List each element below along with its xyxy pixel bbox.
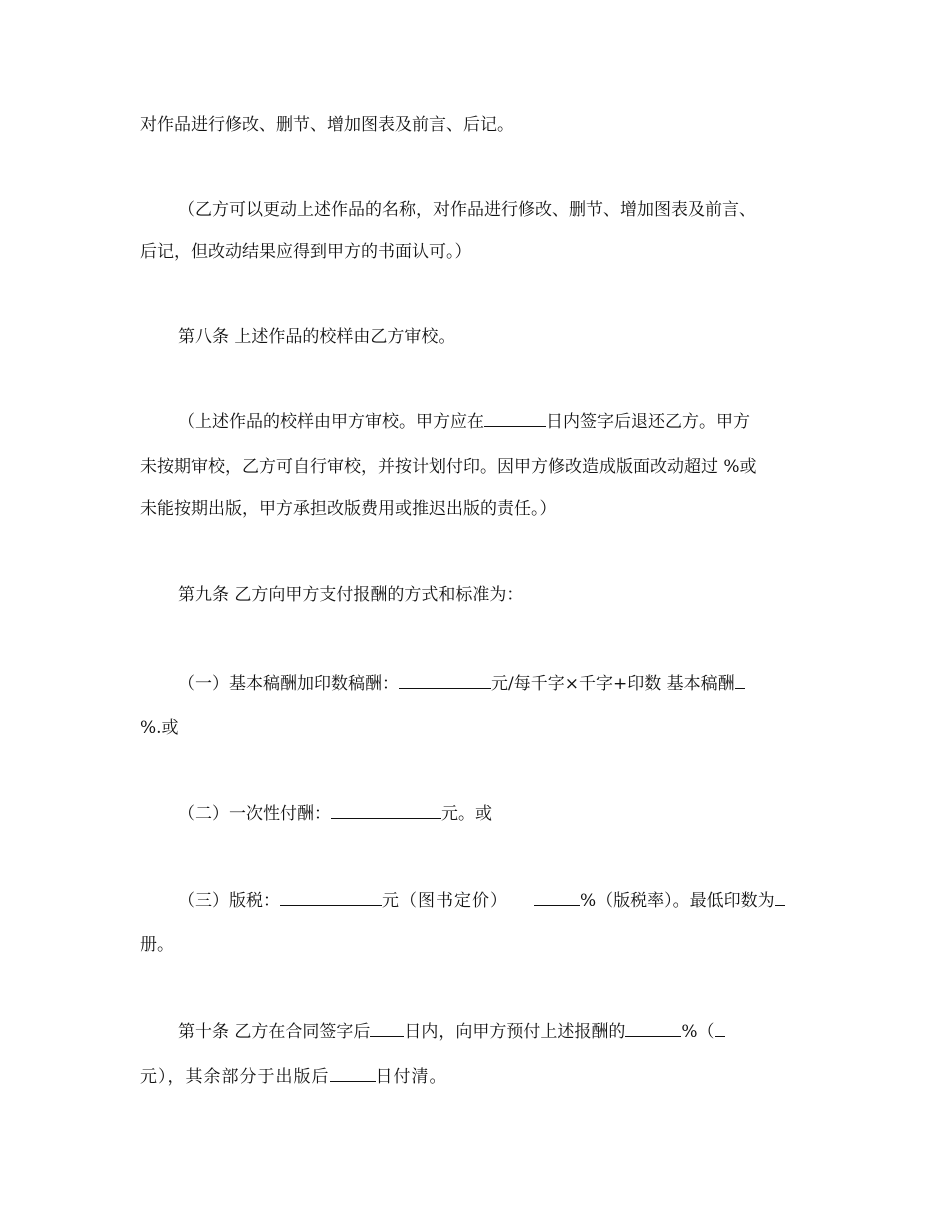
paragraph-line xyxy=(178,199,858,221)
fill-in-blank xyxy=(370,1021,404,1037)
text-run: 日内，向甲方预付上述报酬的 xyxy=(404,1022,626,1042)
text-run: （乙方可以更动上述作品的名称，对作品进行修改、删节、增加图表及前言、 xyxy=(178,200,756,220)
text-run: 未能按期出版，甲方承担改版费用或推迟出版的责任。） xyxy=(140,499,557,519)
fill-in-blank xyxy=(735,673,745,689)
text-run: 未按期审校，乙方可自行审校，并按计划付印。因甲方修改造成版面改动超过 %或 xyxy=(140,457,757,477)
text-run: 元/每千字×千字+印数 基本稿酬 xyxy=(491,674,735,694)
text-run: 第九条 乙方向甲方支付报酬的方式和标准为： xyxy=(178,585,524,605)
text-run: %.或 xyxy=(140,718,179,738)
paragraph-line xyxy=(140,114,820,136)
text-run: %（版税率）。最低印数为 xyxy=(580,891,775,911)
text-run: 元（图书定价） xyxy=(382,891,508,911)
text-run: 日付清。 xyxy=(375,1067,448,1087)
article-8-heading xyxy=(178,326,858,348)
fill-in-blank xyxy=(280,890,382,906)
fill-in-blank xyxy=(330,1066,376,1082)
paragraph-line xyxy=(178,673,858,695)
paragraph-line xyxy=(140,717,820,739)
paragraph-line xyxy=(140,241,820,263)
text-run: 第八条 上述作品的校样由乙方审校。 xyxy=(178,327,456,347)
text-run: 日内签字后退还乙方。甲方 xyxy=(546,412,750,432)
text-run: 对作品进行修改、删节、增加图表及前言、后记。 xyxy=(140,115,514,135)
fill-in-blank xyxy=(775,890,785,906)
text-run: 元），其余部分于出版后 xyxy=(140,1067,330,1087)
fill-in-blank xyxy=(484,411,546,427)
text-run: 元。或 xyxy=(441,804,492,824)
fill-in-blank xyxy=(534,890,580,906)
text-run: （三）版税： xyxy=(178,891,280,911)
text-run: 第十条 乙方在合同签字后 xyxy=(178,1022,371,1042)
text-run: （上述作品的校样由甲方审校。甲方应在 xyxy=(178,412,484,432)
article-9-heading xyxy=(178,584,858,606)
text-run: （二）一次性付酬： xyxy=(178,804,331,824)
fill-in-blank xyxy=(715,1021,725,1037)
fill-in-blank xyxy=(399,673,491,689)
text-run: 后记，但改动结果应得到甲方的书面认可。） xyxy=(140,242,472,262)
paragraph-line xyxy=(178,411,858,433)
text-run: %（ xyxy=(681,1022,715,1042)
fill-in-blank xyxy=(625,1021,681,1037)
paragraph-line xyxy=(178,890,858,912)
paragraph-line xyxy=(140,456,820,478)
article-10-heading xyxy=(178,1021,858,1043)
text-run: 册。 xyxy=(140,935,174,955)
paragraph-line xyxy=(178,803,858,825)
text-run: （一）基本稿酬加印数稿酬： xyxy=(178,674,399,694)
paragraph-line xyxy=(140,498,820,520)
paragraph-line xyxy=(140,934,820,956)
paragraph-line xyxy=(140,1066,820,1088)
fill-in-blank xyxy=(331,803,441,819)
